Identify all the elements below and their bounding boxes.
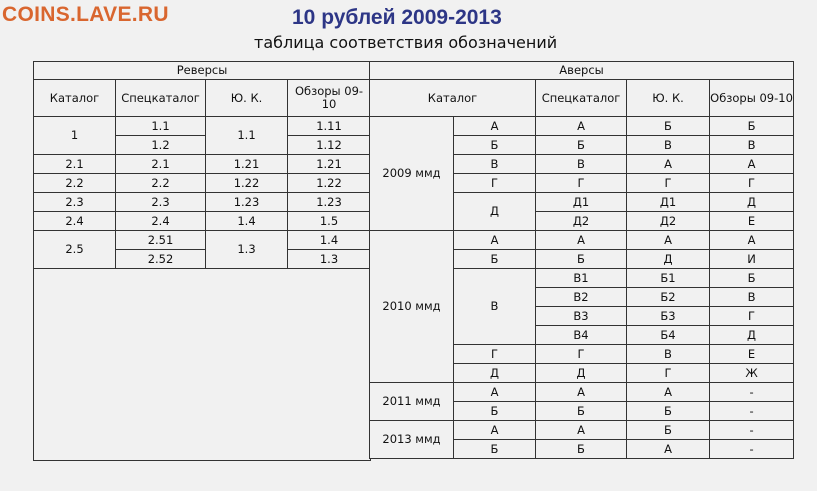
site-logo: COINS.LAVE.RU — [2, 3, 169, 26]
table-cell: А — [536, 421, 627, 440]
col-header: Спецкаталог — [116, 80, 206, 117]
table-cell: 1.21 — [288, 155, 371, 174]
table-cell: А — [454, 421, 536, 440]
table-cell: В — [536, 155, 627, 174]
table-cell: 2.1 — [116, 155, 206, 174]
table-cell: Д — [536, 364, 627, 383]
table-cell: В — [627, 345, 710, 364]
table-row — [34, 174, 371, 193]
table-cell: Б — [627, 402, 710, 421]
page-subtitle: таблица соответствия обозначений — [254, 33, 558, 52]
table-cell: В — [710, 288, 794, 307]
table-cell: В — [710, 136, 794, 155]
table-cell: Б — [454, 440, 536, 459]
table-cell: 1.3 — [288, 250, 371, 269]
table-cell: 1.3 — [206, 231, 288, 269]
table-row — [34, 155, 371, 174]
table-row — [34, 193, 371, 212]
table-cell: 2.3 — [116, 193, 206, 212]
table-cell: Б4 — [627, 326, 710, 345]
table-cell: 1 — [34, 117, 116, 155]
table-cell: Д — [627, 250, 710, 269]
table-cell: Ж — [710, 364, 794, 383]
table-cell: 2.1 — [34, 155, 116, 174]
table-cell: В — [454, 269, 536, 345]
table-row — [34, 231, 371, 250]
table-cell: 1.11 — [288, 117, 371, 136]
table-cell: Б — [710, 117, 794, 136]
table-cell: 1.12 — [288, 136, 371, 155]
table-row — [34, 117, 371, 136]
table-cell: Д1 — [536, 193, 627, 212]
table-cell: Г — [454, 345, 536, 364]
table-cell: А — [536, 383, 627, 402]
table-cell: 2.4 — [116, 212, 206, 231]
table-cell: 2.4 — [34, 212, 116, 231]
table-cell: И — [710, 250, 794, 269]
table-cell: Г — [710, 174, 794, 193]
table-cell: Д — [454, 364, 536, 383]
year-cell: 2009 ммд — [370, 117, 454, 231]
table-cell: А — [454, 383, 536, 402]
table-cell: В2 — [536, 288, 627, 307]
table-cell: 2.2 — [116, 174, 206, 193]
table-cell: 2.51 — [116, 231, 206, 250]
table-cell: А — [710, 231, 794, 250]
table-cell: 1.21 — [206, 155, 288, 174]
table-cell: В4 — [536, 326, 627, 345]
table-cell: Г — [536, 174, 627, 193]
table-cell: Б — [454, 250, 536, 269]
col-header: Обзоры 09-10 — [710, 80, 794, 117]
table-cell: В — [627, 136, 710, 155]
table-cell: В1 — [536, 269, 627, 288]
table-cell: А — [710, 155, 794, 174]
table-cell: 1.2 — [116, 136, 206, 155]
col-header: Ю. К. — [206, 80, 288, 117]
table-row — [34, 212, 371, 231]
table-cell: Г — [454, 174, 536, 193]
col-header: Обзоры 09-10 — [288, 80, 371, 117]
table-cell: Д2 — [536, 212, 627, 231]
blank-area — [34, 269, 371, 461]
table-cell: Б — [454, 402, 536, 421]
table-cell: Г — [710, 307, 794, 326]
table-cell: А — [536, 231, 627, 250]
table-cell: - — [710, 421, 794, 440]
table-cell: 1.1 — [116, 117, 206, 136]
table-cell: Б — [627, 117, 710, 136]
table-cell: Б — [536, 136, 627, 155]
page-title: 10 рублей 2009-2013 — [292, 6, 502, 29]
table-cell: Б3 — [627, 307, 710, 326]
table-cell: Г — [536, 345, 627, 364]
table-cell: Б2 — [627, 288, 710, 307]
table-cell: Б — [536, 440, 627, 459]
obverses-header: Аверсы — [370, 62, 794, 80]
table-cell: В3 — [536, 307, 627, 326]
table-cell: 1.4 — [206, 212, 288, 231]
table-cell: Г — [627, 174, 710, 193]
table-cell: 1.23 — [288, 193, 371, 212]
table-cell: А — [536, 117, 627, 136]
table-cell: А — [627, 155, 710, 174]
table-cell: Б — [710, 269, 794, 288]
table-row — [370, 117, 794, 136]
table-cell: Г — [627, 364, 710, 383]
year-cell: 2010 ммд — [370, 231, 454, 383]
table-cell: Д2 — [627, 212, 710, 231]
obverses-table — [369, 61, 794, 459]
table-cell: Б1 — [627, 269, 710, 288]
table-row — [370, 383, 794, 402]
table-cell: 1.22 — [288, 174, 371, 193]
year-cell: 2013 ммд — [370, 421, 454, 459]
col-header: Ю. К. — [627, 80, 710, 117]
table-cell: Б — [627, 421, 710, 440]
table-row — [370, 231, 794, 250]
table-cell: Д — [710, 326, 794, 345]
table-cell: 2.5 — [34, 231, 116, 269]
table-cell: - — [710, 383, 794, 402]
table-cell: 1.5 — [288, 212, 371, 231]
table-cell: А — [627, 231, 710, 250]
col-header: Каталог — [34, 80, 116, 117]
table-cell: А — [454, 117, 536, 136]
table-row — [370, 421, 794, 440]
table-cell: 1.22 — [206, 174, 288, 193]
table-cell: Б — [536, 402, 627, 421]
table-cell: Д — [454, 193, 536, 231]
table-cell: А — [454, 231, 536, 250]
obverses-body — [370, 117, 794, 459]
col-header: Каталог — [370, 80, 536, 117]
table-cell: - — [710, 440, 794, 459]
table-cell: В — [454, 155, 536, 174]
table-cell: Е — [710, 345, 794, 364]
table-cell: 1.4 — [288, 231, 371, 250]
col-header: Спецкаталог — [536, 80, 627, 117]
table-cell: 2.3 — [34, 193, 116, 212]
table-cell: Д1 — [627, 193, 710, 212]
reverses-header: Реверсы — [34, 62, 371, 80]
table-cell: 2.52 — [116, 250, 206, 269]
table-cell: Е — [710, 212, 794, 231]
table-cell: А — [627, 383, 710, 402]
table-cell: Д — [710, 193, 794, 212]
table-cell: 2.2 — [34, 174, 116, 193]
table-cell: Б — [536, 250, 627, 269]
table-cell: 1.1 — [206, 117, 288, 155]
table-cell: Б — [454, 136, 536, 155]
reverses-body — [34, 117, 371, 461]
table-cell: 1.23 — [206, 193, 288, 212]
year-cell: 2011 ммд — [370, 383, 454, 421]
table-cell: - — [710, 402, 794, 421]
reverses-table — [33, 61, 371, 461]
table-cell: А — [627, 440, 710, 459]
